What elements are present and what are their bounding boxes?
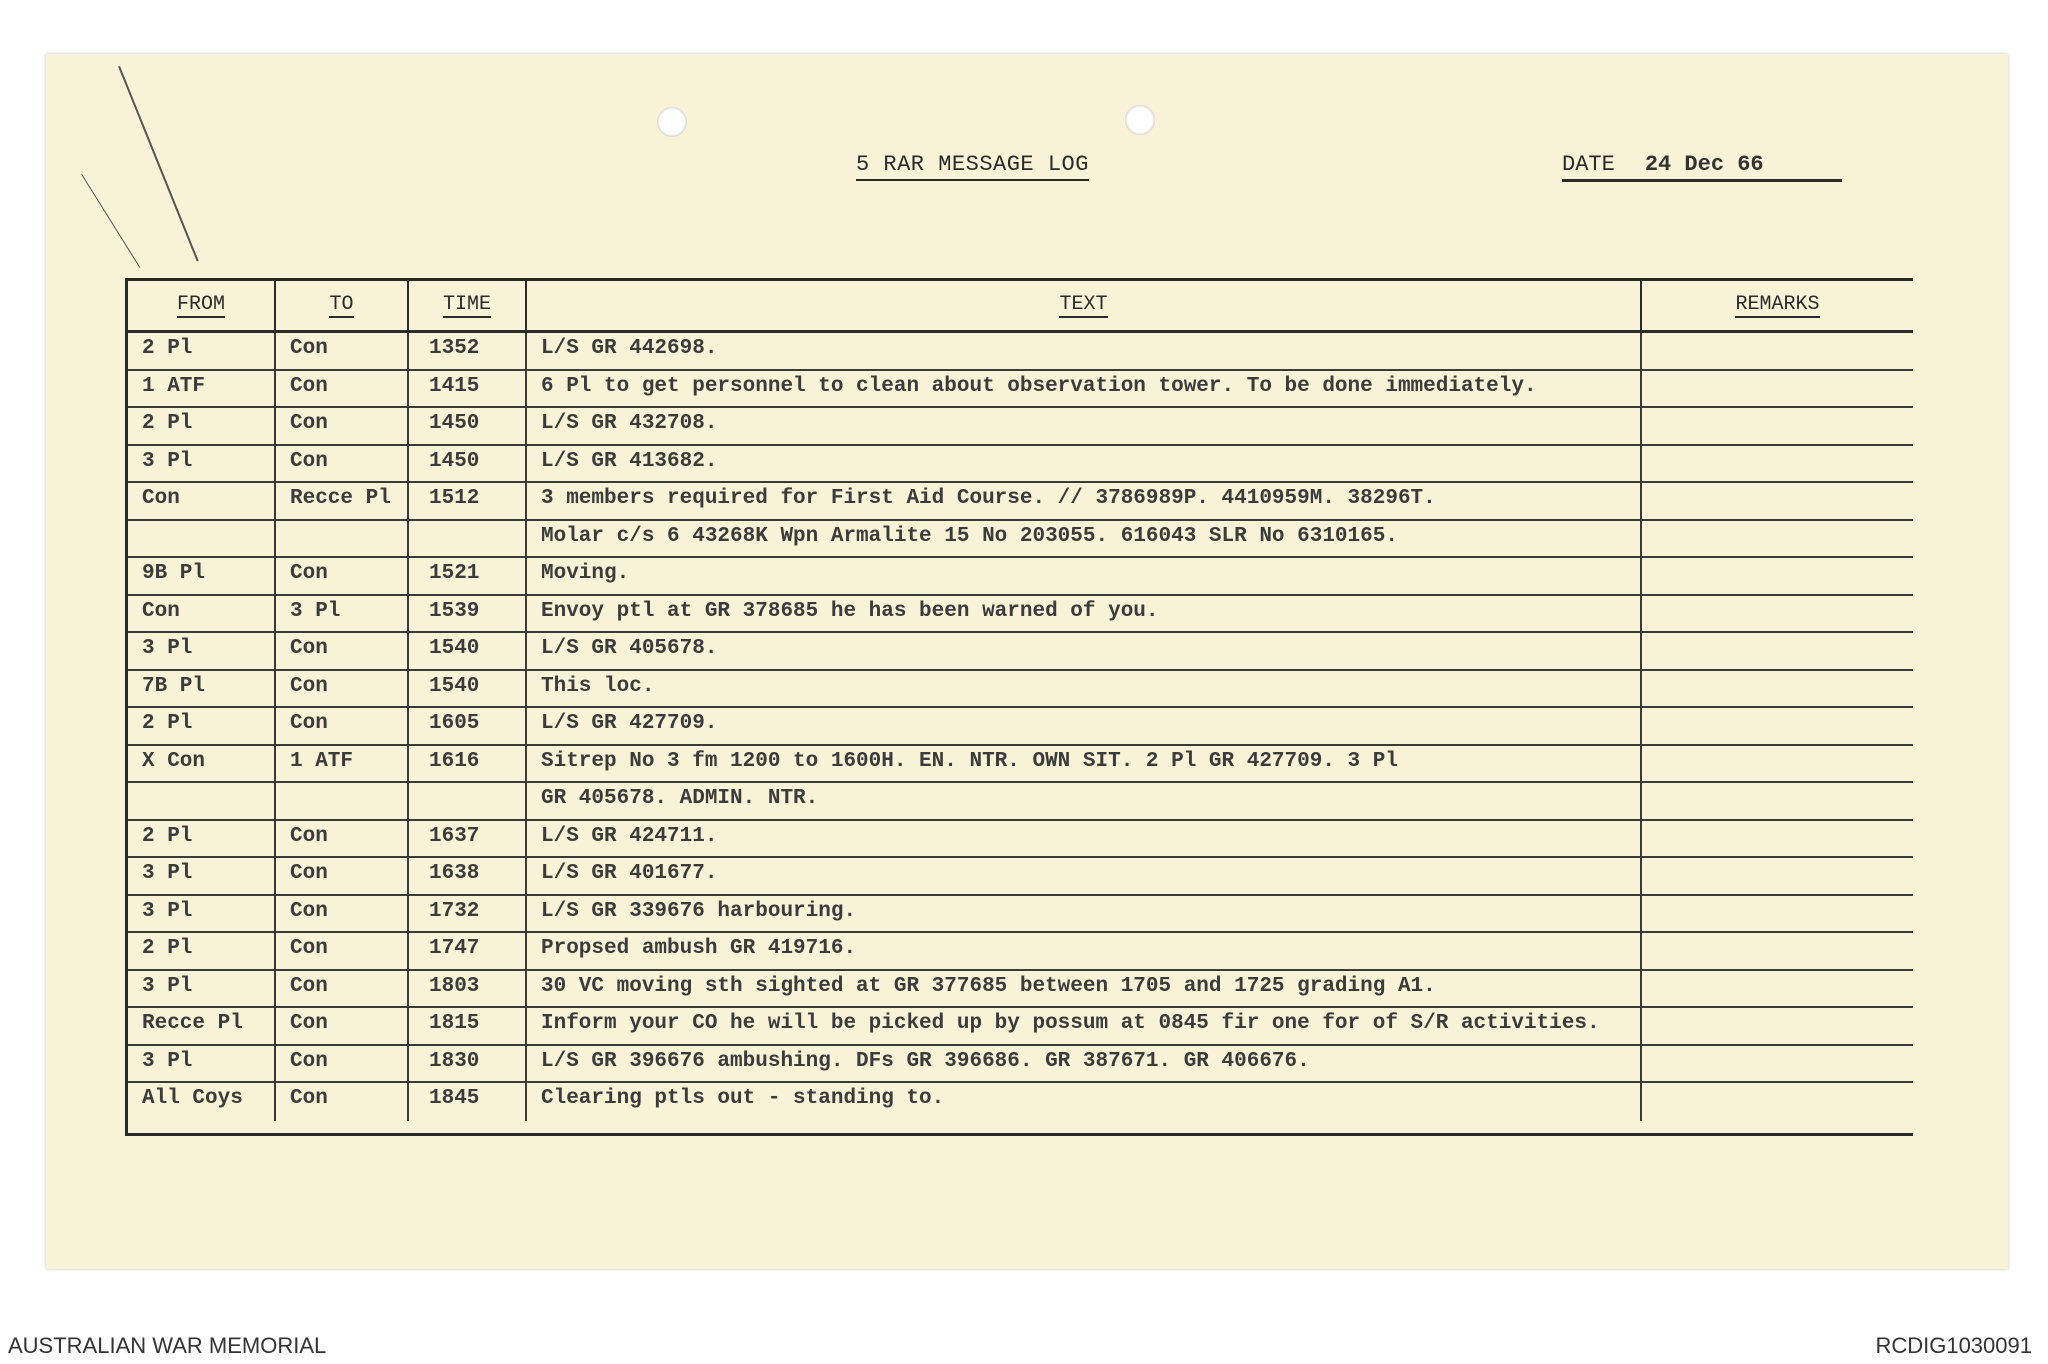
cell-time [409,783,527,819]
table-row [128,896,1913,934]
cell-text: L/S GR 396676 ambushing. DFs GR 396686. GR 387671. GR 406676. [527,1046,1642,1082]
cell-from: 3 Pl [128,858,276,894]
table-row [128,483,1913,521]
cell-from: 3 Pl [128,633,276,669]
table-row [128,1046,1913,1084]
cell-remarks [1642,821,1913,857]
cell-text: Clearing ptls out - standing to. [527,1083,1642,1121]
cell-remarks [1642,333,1913,369]
cell-text: L/S GR 427709. [527,708,1642,744]
cell-remarks [1642,408,1913,444]
table-row [128,821,1913,859]
cell-to [276,783,409,819]
message-log-table [125,278,1913,1136]
cell-to: Con [276,708,409,744]
cell-time: 1830 [409,1046,527,1082]
cell-text: 6 Pl to get personnel to clean about observation tower. To be done immediately. [527,371,1642,407]
cell-to: Con [276,446,409,482]
cell-remarks [1642,483,1913,519]
header-from-label: FROM [176,293,225,316]
cell-time: 1616 [409,746,527,782]
cell-from: 7B Pl [128,671,276,707]
cell-from: 1 ATF [128,371,276,407]
cell-time: 1803 [409,971,527,1007]
cell-remarks [1642,671,1913,707]
cell-time [409,521,527,557]
cell-text: L/S GR 413682. [527,446,1642,482]
cell-from: 3 Pl [128,971,276,1007]
cell-text: This loc. [527,671,1642,707]
header-from [128,281,276,333]
cell-time: 1415 [409,371,527,407]
cell-remarks [1642,1046,1913,1082]
cell-remarks [1642,596,1913,632]
cell-remarks [1642,896,1913,932]
cell-remarks [1642,371,1913,407]
cell-time: 1637 [409,821,527,857]
table-row [128,333,1913,371]
cell-to: Con [276,558,409,594]
table-row [128,521,1913,559]
cell-time: 1605 [409,708,527,744]
cell-to: Con [276,1083,409,1121]
punch-hole-left [657,107,687,137]
cell-text: Propsed ambush GR 419716. [527,933,1642,969]
cell-time: 1540 [409,671,527,707]
cell-from [128,521,276,557]
table-row [128,371,1913,409]
cell-to: Con [276,1046,409,1082]
cell-to: Con [276,971,409,1007]
cell-from: 9B Pl [128,558,276,594]
cell-time: 1521 [409,558,527,594]
cell-remarks [1642,446,1913,482]
cell-time: 1539 [409,596,527,632]
table-row [128,783,1913,821]
cell-text: Inform your CO he will be picked up by possum at 0845 fir one for of S/R activities. [527,1008,1642,1044]
punch-hole-right [1125,105,1155,135]
date-label: DATE [1562,152,1615,177]
cell-text: 30 VC moving sth sighted at GR 377685 between 1705 and 1725 grading A1. [527,971,1642,1007]
cell-remarks [1642,783,1913,819]
table-row [128,633,1913,671]
cell-to: Con [276,408,409,444]
cell-to: 1 ATF [276,746,409,782]
cell-to [276,521,409,557]
cell-time: 1450 [409,446,527,482]
cell-time: 1540 [409,633,527,669]
cell-text: L/S GR 442698. [527,333,1642,369]
cell-remarks [1642,708,1913,744]
cell-from: Recce Pl [128,1008,276,1044]
table-row [128,446,1913,484]
cell-time: 1747 [409,933,527,969]
table-row [128,708,1913,746]
cell-remarks [1642,558,1913,594]
cell-time: 1845 [409,1083,527,1121]
cell-remarks [1642,1008,1913,1044]
cell-text: L/S GR 432708. [527,408,1642,444]
cell-text: L/S GR 401677. [527,858,1642,894]
cell-to: Recce Pl [276,483,409,519]
cell-remarks [1642,633,1913,669]
cell-to: Con [276,633,409,669]
header-time [409,281,527,333]
cell-time: 1732 [409,896,527,932]
cell-to: Con [276,858,409,894]
cell-from: 3 Pl [128,896,276,932]
table-row [128,408,1913,446]
page-title: 5 RAR MESSAGE LOG [856,152,1089,181]
cell-to: Con [276,821,409,857]
cell-to: Con [276,371,409,407]
cell-from [128,783,276,819]
table-row [128,596,1913,634]
table-row [128,558,1913,596]
cell-remarks [1642,1083,1913,1121]
table-row [128,1008,1913,1046]
cell-from: 3 Pl [128,1046,276,1082]
cell-remarks [1642,521,1913,557]
cell-from: 2 Pl [128,933,276,969]
cell-remarks [1642,971,1913,1007]
cell-from: 2 Pl [128,708,276,744]
pencil-stroke [81,174,140,268]
cell-text: 3 members required for First Aid Course. // 3786989P. 4410959M. 38296T. [527,483,1642,519]
header-to-label: TO [329,293,354,316]
cell-time: 1815 [409,1008,527,1044]
cell-from: 3 Pl [128,446,276,482]
header-time-label: TIME [442,293,491,316]
cell-to: Con [276,1008,409,1044]
header-remarks [1642,281,1913,333]
table-row [128,1083,1913,1121]
cell-text: Molar c/s 6 43268K Wpn Armalite 15 No 203055. 616043 SLR No 6310165. [527,521,1642,557]
cell-time: 1352 [409,333,527,369]
cell-from: Con [128,596,276,632]
header-text-label: TEXT [1059,293,1108,316]
date-value: 24 Dec 66 [1644,152,1764,177]
pencil-stroke [118,66,199,261]
cell-to: Con [276,671,409,707]
cell-time: 1512 [409,483,527,519]
date-field [1562,152,1842,182]
table-row [128,746,1913,784]
cell-remarks [1642,933,1913,969]
cell-text: Sitrep No 3 fm 1200 to 1600H. EN. NTR. OWN SIT. 2 Pl GR 427709. 3 Pl [527,746,1642,782]
cell-text: L/S GR 405678. [527,633,1642,669]
cell-from: All Coys [128,1083,276,1121]
cell-from: 2 Pl [128,821,276,857]
cell-text: GR 405678. ADMIN. NTR. [527,783,1642,819]
cell-from: 2 Pl [128,408,276,444]
header-to [276,281,409,333]
cell-to: Con [276,933,409,969]
archive-source: AUSTRALIAN WAR MEMORIAL [8,1333,327,1358]
table-row [128,933,1913,971]
cell-to: 3 Pl [276,596,409,632]
cell-text: Moving. [527,558,1642,594]
cell-from: Con [128,483,276,519]
cell-time: 1450 [409,408,527,444]
cell-to: Con [276,333,409,369]
table-row [128,971,1913,1009]
cell-text: Envoy ptl at GR 378685 he has been warned of you. [527,596,1642,632]
cell-to: Con [276,896,409,932]
cell-from: X Con [128,746,276,782]
cell-text: L/S GR 339676 harbouring. [527,896,1642,932]
header-text [527,281,1642,333]
archive-reference: RCDIG1030091 [1875,1333,2032,1358]
table-row [128,858,1913,896]
cell-text: L/S GR 424711. [527,821,1642,857]
cell-remarks [1642,858,1913,894]
table-row [128,671,1913,709]
cell-remarks [1642,746,1913,782]
cell-time: 1638 [409,858,527,894]
cell-from: 2 Pl [128,333,276,369]
header-remarks-label: REMARKS [1735,293,1820,316]
